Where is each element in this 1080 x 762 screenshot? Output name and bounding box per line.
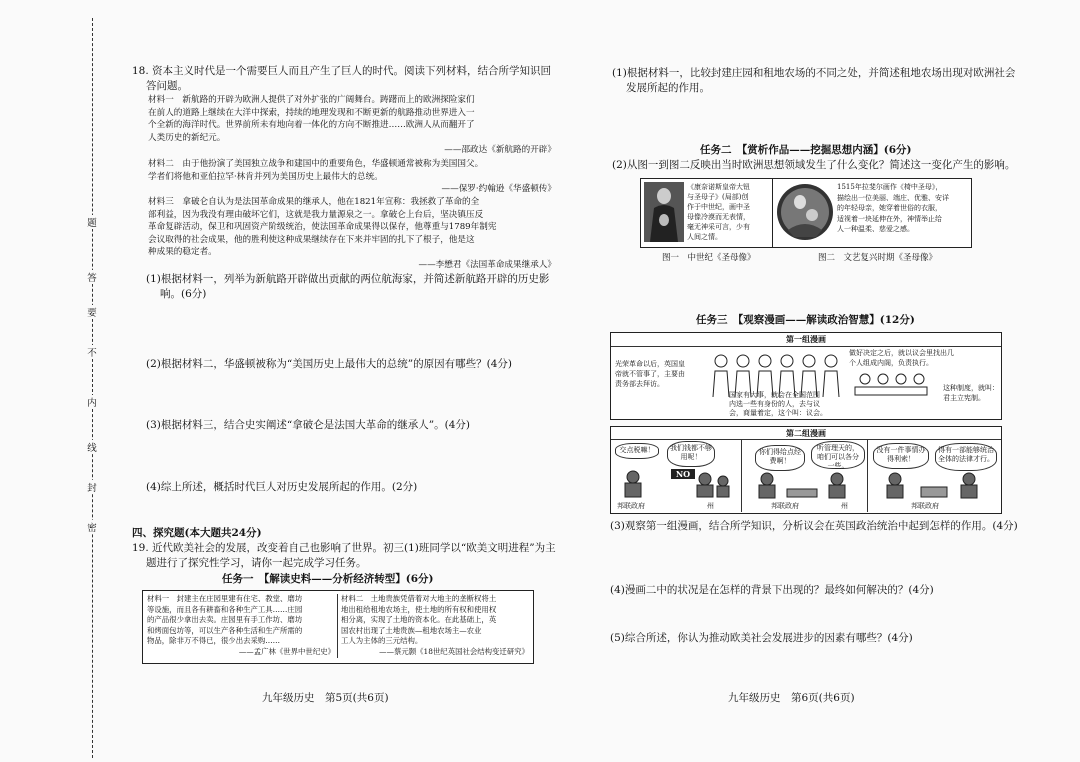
renaissance-madonna-image [776, 182, 834, 242]
box-material-1: 材料一 封建主在庄园里建有住宅、教堂、磨坊 等设施，而且各有耕畜和各种生产工具……庄园 的产品很少拿出去卖。庄园里有手工作坊、磨坊 和烤面包坊等，可以生产各种生活和生产所需的 物品，除非万不得已，很少出去采购…… ——孟广林《世界中世纪史》 [147, 594, 335, 656]
source-line: ——保罗·约翰逊《华盛顿传》 [441, 184, 556, 194]
side-char: 要 [82, 305, 102, 319]
task-1-title: 任务一 【解读史料——分析经济转型】(6分) [222, 573, 434, 585]
cabinet-table-drawing [851, 371, 931, 399]
q18-material-3: 材料三 拿破仑自认为是法国革命成果的继承人，他在1821年宣称：我拯救了革命的全 部利益，因为我没有理由破坏它们，这就是我力量源泉之一。拿破仑上台后，坚决镇压反 革命复辟活动，保卫和巩固资产阶级统治，使法国革命成果得以保存，他尊重与1789年制宪 会议取得的社会成果，他的胜利使这种成果继续存在下来并牢固的扎下了根子，他是这 种成果的稳定者。 ——李懋君《法国革命成果继承人》 [148, 197, 556, 270]
no-sign: NO [671, 469, 695, 479]
task-3-title: 任务三 【观察漫画——解读政治智慧】(12分) [696, 314, 915, 326]
speech-bubble: 我们钱都不够用呢！ [667, 441, 715, 467]
binding-line [92, 18, 93, 758]
source-line: ——蔡元颢《18世纪英国社会结构变迁研究》 [379, 646, 529, 656]
confederation-panel-1-drawing [619, 467, 737, 499]
q19-stem: 19. 近代欧美社会的发展，改变着自己也影响了世界。初三(1)班同学以“欧美文明进程”为主 题进行了探究性学习，请你一起完成学习任务。 [132, 542, 556, 569]
speech-bubble: 你们得给点经费啊！ [755, 445, 805, 471]
image-1-caption: 图一 中世纪《圣母像》 [662, 253, 756, 263]
side-char: 密 [82, 520, 102, 534]
cartoon-1-parliament-text: 国家有大事，就会在全国范围 内选一些有身份的人，去与议 会，商量着定，这个叫：议会。 [729, 391, 827, 417]
image-2-caption: 图二 文艺复兴时期《圣母像》 [818, 253, 938, 263]
speech-bubble: 得有一部能够统治全体的法律才行。 [935, 443, 997, 471]
speech-bubble: 听管理天的，咱们可以各分一些。 [811, 441, 865, 469]
image-1-box [640, 178, 774, 248]
page-footer-right: 九年级历史 第6页(共6页) [728, 692, 855, 704]
panel-divider [741, 439, 742, 512]
side-char: 答 [82, 270, 102, 284]
label-confederation-government: 邦联政府 [617, 502, 645, 510]
cartoon-1-cabinet-text: 做好决定之后，就以议会里找出几 个人组成内阁，负责执行。 [849, 349, 954, 367]
q18-question-3: (3)根据材料三，结合史实阐述“拿破仑是法国大革命的继承人”。(4分) [146, 419, 470, 431]
q18-material-1: 材料一 新航路的开辟为欧洲人提供了对外扩张的广阔舞台。踌躇而上的欧洲探险家们 在前人的道路上继续在大洋中探索，持续的地理发现和不断更新的航路推动世界进入一 个全新的海洋时代。世界前所未有地向着一体化的方向不断推进……欧洲人从而翻开了 人类历史的新纪元。 ——邵政达《新航路的开辟》 [148, 95, 556, 155]
q19-question-4: (4)漫画二中的状况是在怎样的背景下出现的？最终如何解决的？(4分) [610, 584, 934, 596]
source-line: ——孟广林《世界中世纪史》 [238, 646, 335, 656]
confederation-panel-3-drawing [873, 471, 997, 499]
source-line: ——李懋君《法国革命成果继承人》 [418, 259, 556, 270]
task-1-material-box [142, 590, 534, 664]
side-char: 不 [82, 345, 102, 359]
panel-divider [867, 439, 868, 512]
label-confederation-government: 邦联政府 [911, 502, 939, 510]
image-2-description: 1515年拉斐尔画作《椅中圣母》， 描绘出一位美丽、端庄、优雅、安详 的年轻母亲，她穿着世俗的衣服， 适视着一块延伸在外，神情举止给 人一种温柔、慈爱之感。 [837, 183, 949, 233]
section-4-heading: 四、探究题(本大题共24分) [132, 527, 262, 539]
cartoon-group-2-title: 第二组漫画 [611, 427, 1001, 440]
q18-material-2: 材料二 由于他扮演了美国独立战争和建国中的重要角色，华盛顿通常被称为美国国父。 学者们将他和亚伯拉罕·林肯并列为美国历史上最伟大的总统。 ——保罗·约翰逊《华盛顿传》 [148, 159, 556, 194]
box-material-2: 材料二 土地贵族凭借着对大地主的垄断权将土 地出租给租地农场主，使土地的所有权和使用权 相分离，实现了土地的资本化。在此基础上，英 国农村出现了土地贵族—租地农场主—农业 工人为主体的三元结构。 ——蔡元颢《18世纪英国社会结构变迁研究》 [341, 594, 529, 656]
q18-question-2: (2)根据材料二，华盛顿被称为“美国历史上最伟大的总统”的原因有哪些？(4分) [146, 358, 512, 370]
q19-question-5: (5)综合所述，你认为推动欧美社会发展进步的因素有哪些？(4分) [610, 632, 913, 644]
cartoon-1-narration: 光荣革命以后，英国皇 帝就不管事了，主要由 责务部去拜访。 [615, 360, 685, 388]
image-2-box [772, 178, 972, 248]
page-footer-left: 九年级历史 第5页(共6页) [262, 692, 389, 704]
q18-question-4: (4)综上所述，概括时代巨人对历史发展所起的作用。(2分) [146, 481, 418, 493]
q19-question-3: (3)观察第一组漫画，结合所学知识，分析议会在英国政治统治中起到怎样的作用。(4分) [610, 520, 1018, 532]
medieval-madonna-image [644, 182, 684, 242]
side-char: 线 [82, 440, 102, 454]
cartoon-group-2 [610, 426, 1002, 514]
label-confederation-government: 邦联政府 [771, 502, 799, 510]
box-divider [337, 594, 338, 658]
side-char: 内 [82, 395, 102, 409]
cartoon-1-conclusion: 这种制度，就叫： 君主立宪制。 [943, 384, 999, 402]
speech-bubble: 交点税嘛！ [615, 443, 659, 459]
cartoon-group-1 [610, 332, 1002, 420]
label-state: 州 [841, 502, 848, 510]
image-1-description: 《康奈诺斯皇帝大钮 与圣母子》(局部)创 作于中世纪，画中圣 母像冷漠而无表情， 毫无神采可言，少有 人间之情。 [687, 183, 750, 241]
q18-stem: 18. 资本主义时代是一个需要巨人而且产生了巨人的时代。阅读下列材料，结合所学知识回 答问题。 [132, 65, 552, 92]
speech-bubble: 没有一件事情办得利索！ [873, 443, 929, 469]
q19-question-2: (2)从图一到图二反映出当时欧洲思想领域发生了什么变化？简述这一变化产生的影响。 [612, 159, 1016, 171]
q19-question-1: (1)根据材料一，比较封建庄园和租地农场的不同之处，并简述租地农场出现对欧洲社会 发展所起的作用。 [612, 67, 1016, 94]
label-state: 州 [707, 502, 714, 510]
side-char: 题 [82, 215, 102, 229]
side-char: 封 [82, 480, 102, 494]
confederation-panel-2-drawing [747, 471, 863, 499]
task-2-title: 任务二 【赏析作品——挖掘思想内涵】(6分) [700, 144, 912, 156]
q18-question-1: (1)根据材料一，列举为新航路开辟做出贡献的两位航海家，并简述新航路开辟的历史影 响。(6分) [146, 273, 550, 300]
source-line: ——邵政达《新航路的开辟》 [444, 145, 556, 155]
cartoon-group-1-title: 第一组漫画 [611, 333, 1001, 347]
